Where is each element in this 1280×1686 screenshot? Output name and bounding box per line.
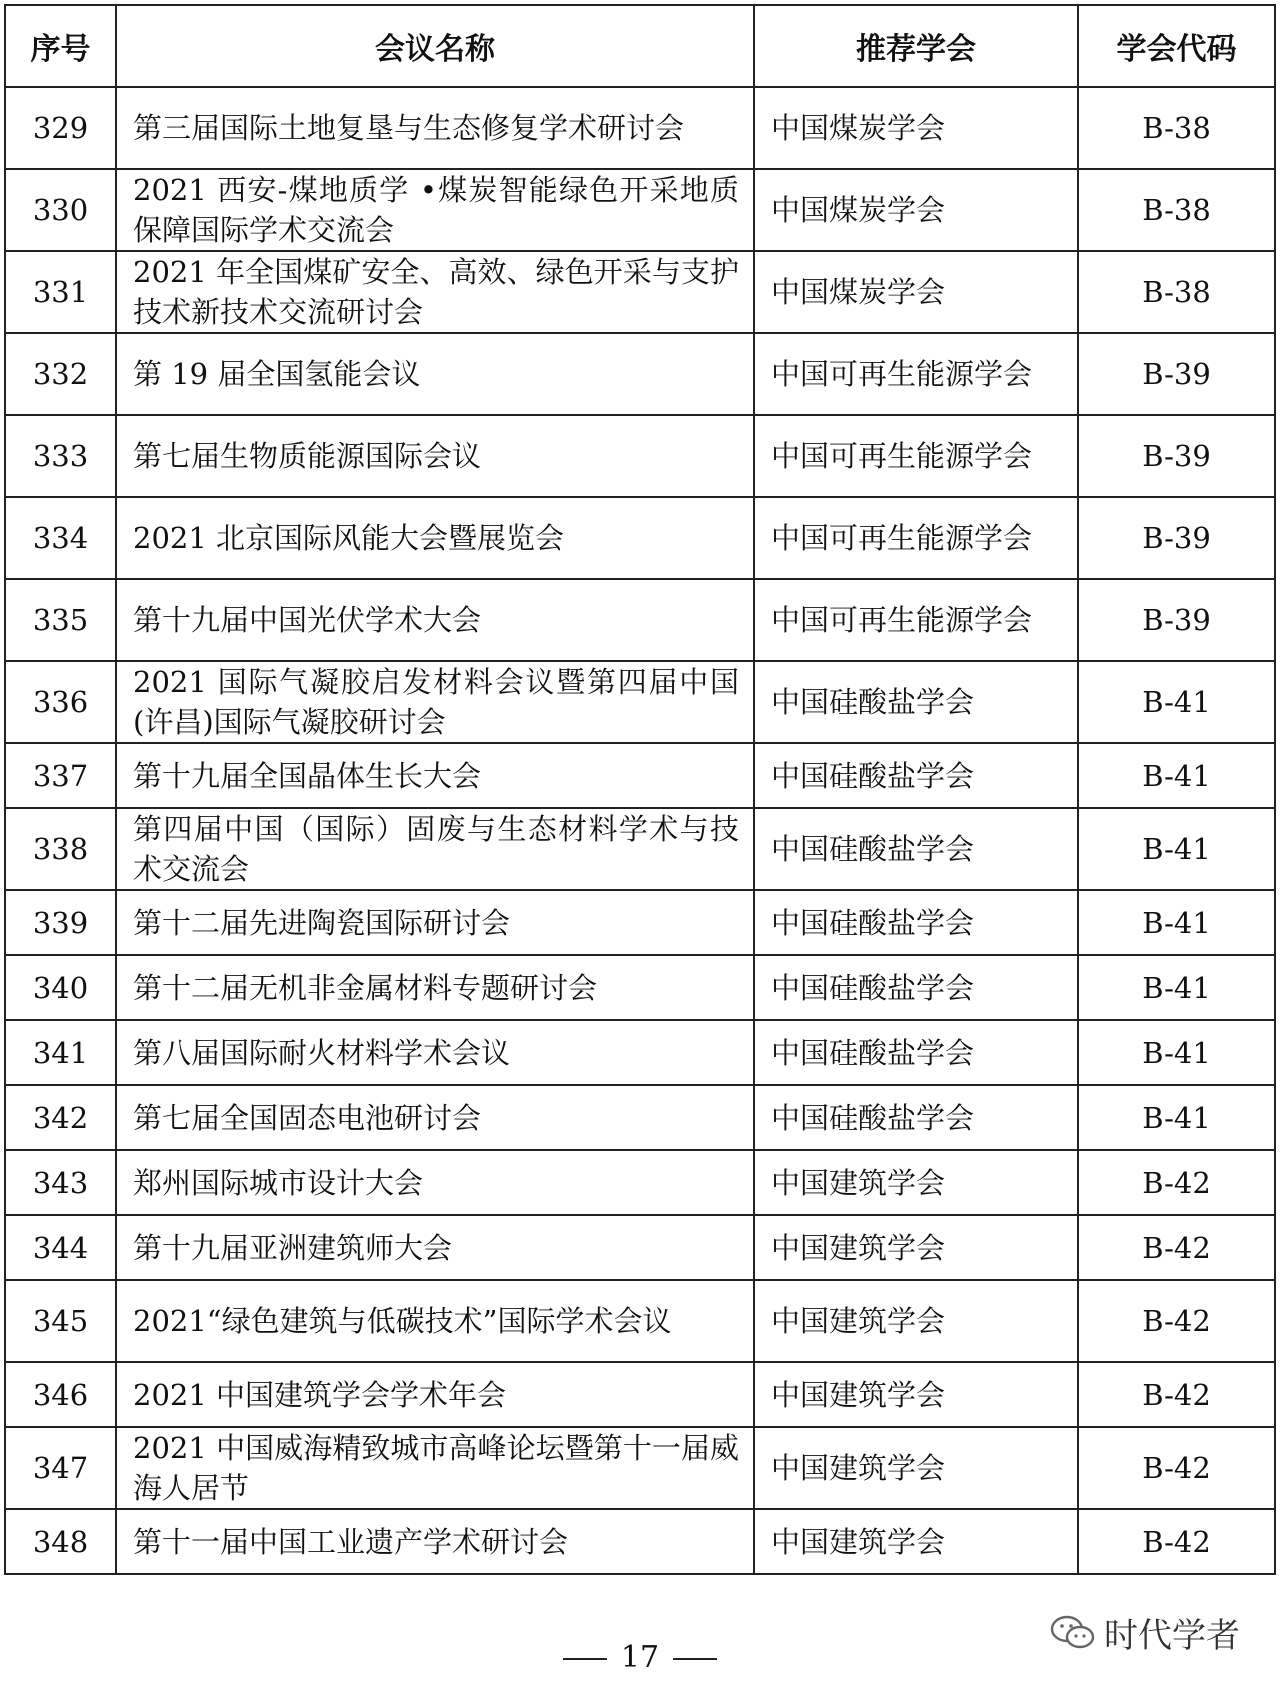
row-society-code: B-41 (1078, 955, 1275, 1020)
table-row (5, 87, 1275, 169)
row-society: 中国硅酸盐学会 (754, 743, 1078, 808)
row-conference-name: 第十九届中国光伏学术大会 (116, 579, 754, 661)
row-society: 中国硅酸盐学会 (754, 1020, 1078, 1085)
header-serial: 序号 (5, 5, 116, 87)
row-society: 中国硅酸盐学会 (754, 1085, 1078, 1150)
table-row (5, 890, 1275, 955)
row-society: 中国建筑学会 (754, 1215, 1078, 1280)
row-society: 中国煤炭学会 (754, 87, 1078, 169)
row-society: 中国建筑学会 (754, 1427, 1078, 1509)
row-serial: 343 (5, 1150, 116, 1215)
row-society-code: B-38 (1078, 87, 1275, 169)
table-row (5, 1427, 1275, 1509)
table-row (5, 1150, 1275, 1215)
row-society-code: B-41 (1078, 661, 1275, 743)
row-conference-name: 2021 年全国煤矿安全、高效、绿色开采与支护技术新技术交流研讨会 (116, 251, 754, 333)
row-conference-name: 第十二届先进陶瓷国际研讨会 (116, 890, 754, 955)
row-society-code: B-42 (1078, 1427, 1275, 1509)
row-serial: 334 (5, 497, 116, 579)
row-society: 中国煤炭学会 (754, 251, 1078, 333)
row-society: 中国建筑学会 (754, 1150, 1078, 1215)
table-row (5, 497, 1275, 579)
page-number-value: 17 (620, 1640, 660, 1675)
row-society: 中国建筑学会 (754, 1280, 1078, 1362)
row-serial: 342 (5, 1085, 116, 1150)
row-serial: 340 (5, 955, 116, 1020)
row-serial: 332 (5, 333, 116, 415)
table-row (5, 1509, 1275, 1574)
table-row (5, 333, 1275, 415)
header-recommending-society: 推荐学会 (754, 5, 1078, 87)
row-conference-name: 郑州国际城市设计大会 (116, 1150, 754, 1215)
header-row (5, 5, 1275, 87)
row-society: 中国硅酸盐学会 (754, 808, 1078, 890)
table-row (5, 1085, 1275, 1150)
table-row (5, 415, 1275, 497)
conference-table (4, 4, 1276, 1575)
row-conference-name: 第十九届全国晶体生长大会 (116, 743, 754, 808)
page-number (0, 1640, 1280, 1675)
table-row (5, 1020, 1275, 1085)
row-conference-name: 2021 中国建筑学会学术年会 (116, 1362, 754, 1427)
row-society-code: B-39 (1078, 497, 1275, 579)
row-serial: 339 (5, 890, 116, 955)
row-society-code: B-41 (1078, 743, 1275, 808)
row-society-code: B-39 (1078, 415, 1275, 497)
row-society: 中国可再生能源学会 (754, 415, 1078, 497)
row-society-code: B-38 (1078, 251, 1275, 333)
row-serial: 333 (5, 415, 116, 497)
table-row (5, 1362, 1275, 1427)
row-serial: 341 (5, 1020, 116, 1085)
row-society-code: B-39 (1078, 579, 1275, 661)
row-serial: 347 (5, 1427, 116, 1509)
header-society-code: 学会代码 (1078, 5, 1275, 87)
table-row (5, 1280, 1275, 1362)
row-society: 中国硅酸盐学会 (754, 890, 1078, 955)
row-society-code: B-41 (1078, 1020, 1275, 1085)
row-serial: 335 (5, 579, 116, 661)
row-conference-name: 第八届国际耐火材料学术会议 (116, 1020, 754, 1085)
row-society-code: B-42 (1078, 1509, 1275, 1574)
row-conference-name: 第七届生物质能源国际会议 (116, 415, 754, 497)
row-conference-name: 第十九届亚洲建筑师大会 (116, 1215, 754, 1280)
row-society-code: B-41 (1078, 890, 1275, 955)
row-society-code: B-41 (1078, 1085, 1275, 1150)
row-serial: 336 (5, 661, 116, 743)
watermark-text: 时代学者 (1104, 1616, 1240, 1656)
header-conference-name: 会议名称 (116, 5, 754, 87)
row-serial: 331 (5, 251, 116, 333)
row-conference-name: 2021 西安-煤地质学 •煤炭智能绿色开采地质保障国际学术交流会 (116, 169, 754, 251)
row-society-code: B-42 (1078, 1362, 1275, 1427)
row-conference-name: 第四届中国（国际）固废与生态材料学术与技术交流会 (116, 808, 754, 890)
row-serial: 348 (5, 1509, 116, 1574)
row-serial: 337 (5, 743, 116, 808)
row-society: 中国建筑学会 (754, 1509, 1078, 1574)
row-serial: 344 (5, 1215, 116, 1280)
table-row (5, 169, 1275, 251)
row-society: 中国硅酸盐学会 (754, 661, 1078, 743)
table-row (5, 1215, 1275, 1280)
row-conference-name: 第 19 届全国氢能会议 (116, 333, 754, 415)
table-row (5, 661, 1275, 743)
row-conference-name: 第十一届中国工业遗产学术研讨会 (116, 1509, 754, 1574)
row-society-code: B-42 (1078, 1215, 1275, 1280)
row-society: 中国建筑学会 (754, 1362, 1078, 1427)
row-society-code: B-41 (1078, 808, 1275, 890)
row-serial: 338 (5, 808, 116, 890)
table-row (5, 955, 1275, 1020)
table-row (5, 251, 1275, 333)
row-conference-name: 2021 国际气凝胶启发材料会议暨第四届中国(许昌)国际气凝胶研讨会 (116, 661, 754, 743)
row-conference-name: 2021“绿色建筑与低碳技术”国际学术会议 (116, 1280, 754, 1362)
table-row (5, 743, 1275, 808)
row-serial: 330 (5, 169, 116, 251)
row-society-code: B-38 (1078, 169, 1275, 251)
row-society: 中国可再生能源学会 (754, 579, 1078, 661)
row-serial: 346 (5, 1362, 116, 1427)
row-society: 中国煤炭学会 (754, 169, 1078, 251)
row-serial: 345 (5, 1280, 116, 1362)
row-conference-name: 2021 北京国际风能大会暨展览会 (116, 497, 754, 579)
table-row (5, 579, 1275, 661)
row-conference-name: 2021 中国威海精致城市高峰论坛暨第十一届威海人居节 (116, 1427, 754, 1509)
row-society-code: B-42 (1078, 1150, 1275, 1215)
row-conference-name: 第七届全国固态电池研讨会 (116, 1085, 754, 1150)
row-conference-name: 第十二届无机非金属材料专题研讨会 (116, 955, 754, 1020)
table-row (5, 808, 1275, 890)
row-society-code: B-42 (1078, 1280, 1275, 1362)
row-society: 中国可再生能源学会 (754, 333, 1078, 415)
row-society: 中国硅酸盐学会 (754, 955, 1078, 1020)
row-society-code: B-39 (1078, 333, 1275, 415)
row-conference-name: 第三届国际土地复垦与生态修复学术研讨会 (116, 87, 754, 169)
row-society: 中国可再生能源学会 (754, 497, 1078, 579)
row-serial: 329 (5, 87, 116, 169)
